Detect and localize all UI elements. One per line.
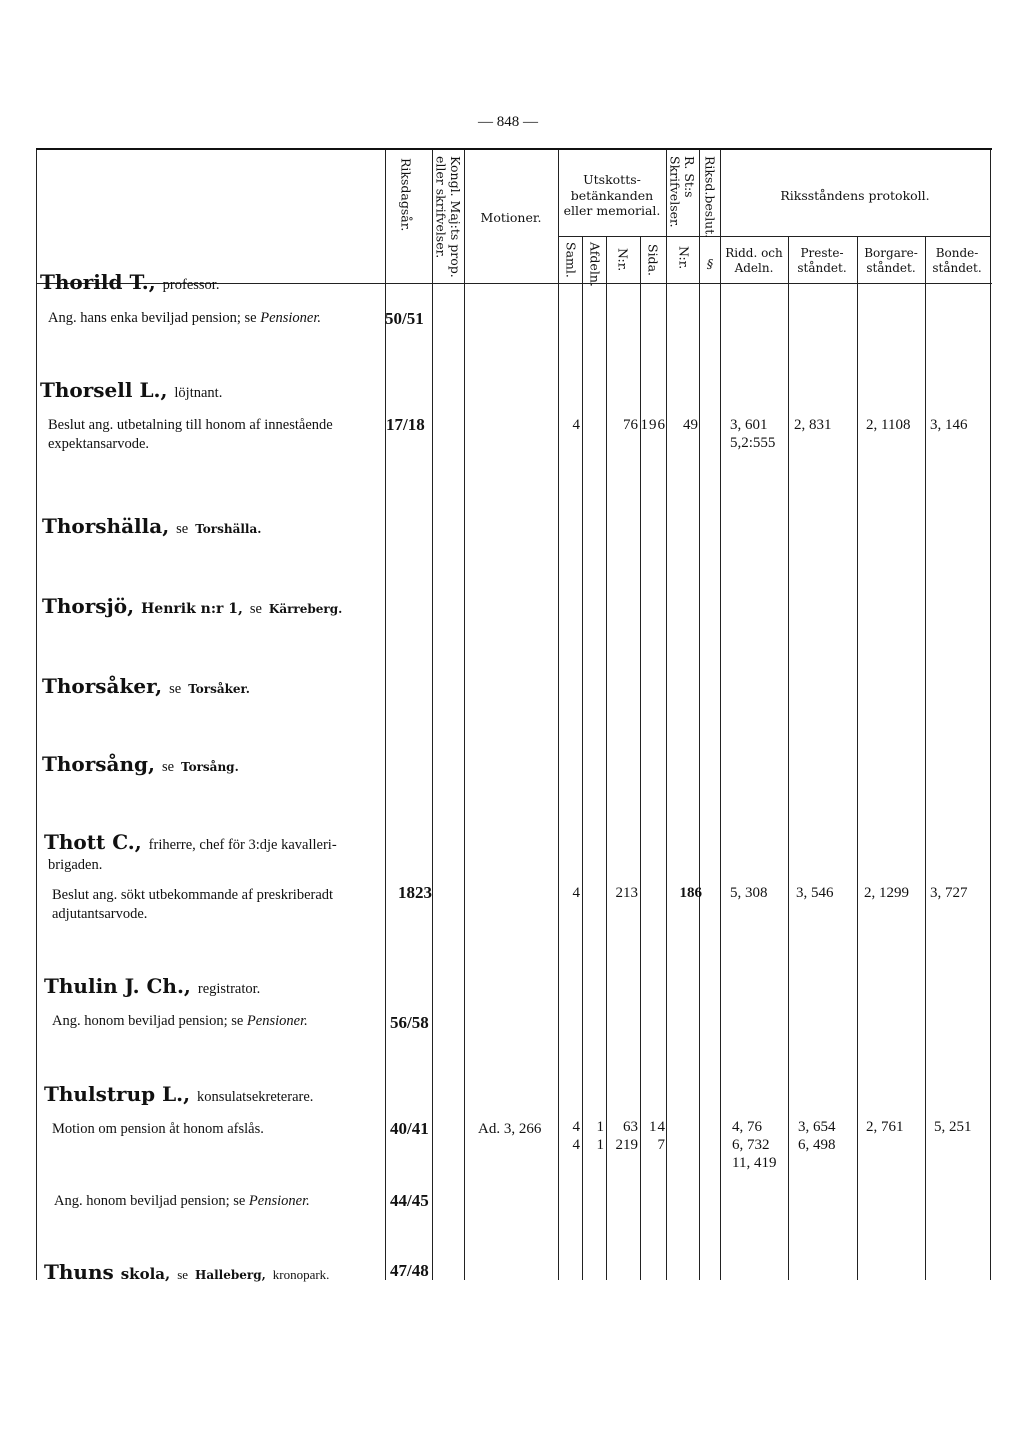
- cell-ridd: 3, 601 5,2:555: [730, 417, 776, 451]
- col-line: [699, 150, 700, 1280]
- entry-name: Thulstrup L., konsulatsekreterare.: [44, 1082, 314, 1106]
- sub-rule-utskott: [558, 236, 666, 237]
- col-line: [432, 150, 433, 1280]
- entry-year: 40/41: [390, 1119, 429, 1138]
- cell-preste: 2, 831: [794, 417, 832, 433]
- header-rst-nr: N:r.: [676, 246, 692, 270]
- entry-desc: Beslut ang. utbetalning till honom af innestående expektansarvode.: [48, 417, 333, 452]
- cell-bonde: 3, 146: [930, 417, 968, 433]
- cell-ridd: 5, 308: [730, 885, 768, 901]
- entry-desc: Ang. honom beviljad pension; se Pensioner.: [54, 1193, 310, 1209]
- entry-name: Thorsell L., löjtnant.: [40, 378, 223, 402]
- col-line: [464, 150, 465, 1280]
- cell-borgare: 2, 1108: [866, 417, 911, 433]
- top-rule: [36, 148, 992, 150]
- cell-rst-nr: 49: [683, 417, 698, 433]
- entry-desc: Beslut ang. sökt utbekommande af preskriberadt adjutantsarvode.: [52, 887, 334, 922]
- col-line: [666, 150, 667, 1280]
- header-afdeln: Afdeln.: [587, 242, 603, 287]
- cell-saml: 4: [572, 417, 580, 433]
- header-bonde: Bonde- ståndet.: [932, 246, 982, 275]
- entry-name: Thorshälla, se Torshälla.: [42, 514, 262, 538]
- col-line: [857, 237, 858, 1280]
- cell-preste: 3, 654 6, 498: [798, 1119, 836, 1153]
- entry-year: 56/58: [390, 1013, 429, 1032]
- cell-rst-nr: 186: [679, 885, 702, 901]
- entry-name: Thorsåker, se Torsåker.: [42, 674, 250, 698]
- cell-borgare: 2, 1299: [864, 885, 909, 901]
- entry-year: 44/45: [390, 1191, 429, 1210]
- cell-nr: 213: [615, 885, 638, 901]
- cell-bonde: 3, 727: [930, 885, 968, 901]
- cell-borgare: 2, 761: [866, 1119, 904, 1135]
- col-line: [36, 150, 37, 1280]
- cell-motion: Ad. 3, 266: [478, 1121, 542, 1137]
- entry-title-cont: brigaden.: [48, 857, 103, 873]
- header-kongl: Kongl. Maj:ts prop. eller skrifvelser.: [433, 156, 463, 278]
- col-line: [558, 150, 559, 1280]
- header-riksdagsar: Riksdagsår.: [398, 158, 414, 232]
- header-nr: N:r.: [615, 248, 631, 272]
- entry-name: Thorild T., professor.: [40, 270, 220, 294]
- entry-desc: Ang. hans enka beviljad pension; se Pensioner.: [48, 310, 322, 326]
- header-motioner: Motioner.: [480, 210, 542, 225]
- header-ridd: Ridd. och Adeln.: [725, 246, 783, 275]
- cell-nr: 63 219: [615, 1119, 638, 1153]
- col-line: [925, 237, 926, 1280]
- entry-year: 50/51: [385, 309, 424, 328]
- page-number: — 848 —: [478, 114, 538, 130]
- header-paragraf: §: [706, 256, 714, 271]
- header-rsts: R. St:s Skrifvelser.: [667, 156, 697, 228]
- entry-name: Thorsång, se Torsång.: [42, 752, 239, 776]
- entry-year: 17/18: [386, 415, 425, 434]
- col-line: [720, 150, 721, 1280]
- cell-afdeln: 1 1: [596, 1119, 604, 1153]
- header-riksd-beslut: Riksd.beslut.: [702, 156, 718, 239]
- header-utskotts: Utskotts- betänkanden eller memorial.: [563, 172, 661, 219]
- header-preste: Preste- ståndet.: [797, 246, 847, 275]
- cell-sida: 196: [640, 417, 666, 433]
- col-line: [990, 150, 991, 1280]
- cell-sida: 14 7: [649, 1119, 666, 1153]
- entry-desc: Ang. honom beviljad pension; se Pensioner.: [52, 1013, 308, 1029]
- entry-year: 1823: [398, 883, 432, 902]
- header-protokoll: Riksståndens protokoll.: [780, 188, 930, 203]
- entry-year: 47/48: [390, 1261, 429, 1280]
- cell-saml: 4 4: [572, 1119, 580, 1153]
- cell-preste: 3, 546: [796, 885, 834, 901]
- entry-desc: Motion om pension åt honom afslås.: [52, 1121, 264, 1137]
- header-sida: Sida.: [645, 244, 661, 276]
- entry-name: Thorsjö, Henrik n:r 1, se Kärreberg.: [42, 594, 343, 618]
- header-saml: Saml.: [563, 242, 579, 278]
- entry-name: Thuns skola, se Halleberg, kronopark.: [44, 1260, 330, 1284]
- entry-name: Thott C., friherre, chef för 3:dje kavalleri-: [44, 830, 337, 854]
- cell-nr: 76: [623, 417, 638, 433]
- header-borgare: Borgare- ståndet.: [864, 246, 918, 275]
- col-line: [788, 237, 789, 1280]
- cell-ridd: 4, 76 6, 732 11, 419: [732, 1119, 777, 1171]
- cell-bonde: 5, 251: [934, 1119, 972, 1135]
- sub-rule-protokoll: [720, 236, 990, 237]
- entry-name: Thulin J. Ch., registrator.: [44, 974, 261, 998]
- cell-saml: 4: [572, 885, 580, 901]
